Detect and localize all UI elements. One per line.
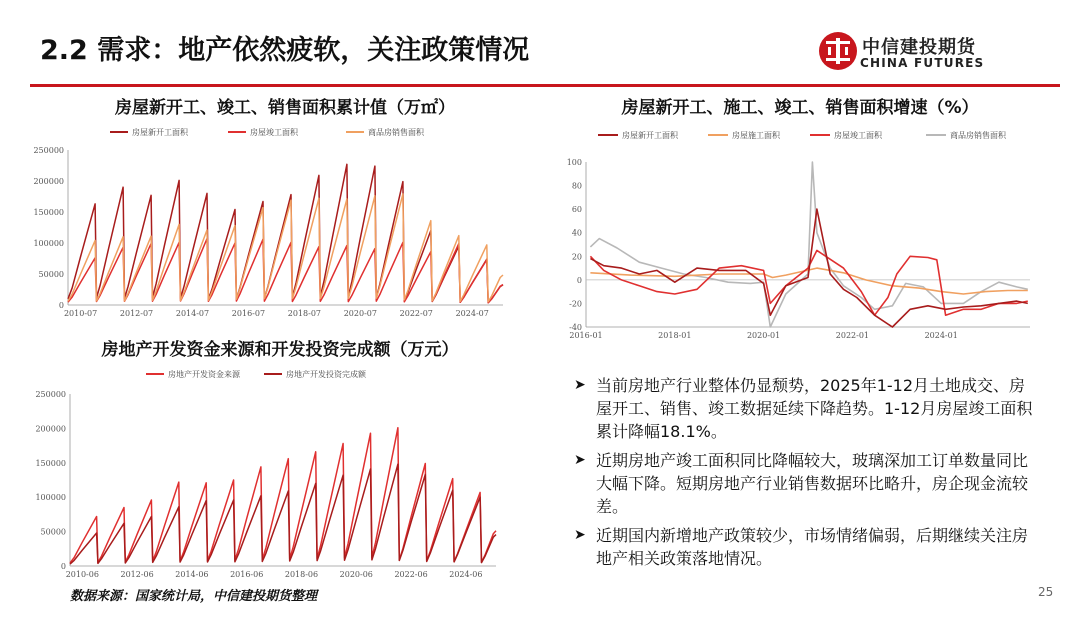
chart2-title: 房屋新开工、施工、竣工、销售面积增速（%） <box>621 98 979 118</box>
x-tick-label: 2020-07 <box>343 309 377 318</box>
series-line-1 <box>70 428 496 563</box>
bullet-item <box>574 449 1034 518</box>
legend-label: 房屋竣工面积 <box>834 131 882 140</box>
y-tick-label: 60 <box>571 205 582 215</box>
arrow-bullet-icon: ➤ <box>574 377 586 393</box>
y-tick-label: 250000 <box>35 390 66 399</box>
y-tick-label: 0 <box>60 562 66 571</box>
x-tick-label: 2016-01 <box>569 331 603 340</box>
y-tick-label: 0 <box>58 301 64 310</box>
y-tick-label: 40 <box>571 228 582 238</box>
x-tick-label: 2024-06 <box>449 570 483 579</box>
x-tick-label: 2014-06 <box>175 570 209 579</box>
legend-label: 商品房销售面积 <box>368 128 424 137</box>
commentary-bullets <box>574 374 1034 576</box>
x-tick-label: 2010-06 <box>65 570 99 579</box>
x-tick-label: 2010-07 <box>63 309 98 318</box>
x-tick-label: 2012-06 <box>120 570 154 579</box>
x-tick-label: 2022-07 <box>399 309 433 318</box>
y-tick-label: 100000 <box>33 239 64 248</box>
y-tick-label: 150000 <box>35 458 66 468</box>
legend-label: 房屋竣工面积 <box>250 128 298 137</box>
bullet-text: 近期国内新增地产政策较少，市场情绪偏弱，后期继续关注房地产相关政策落地情况。 <box>596 526 1029 568</box>
chart1-area-cumulative <box>18 118 518 324</box>
y-tick-label: 50000 <box>40 527 66 537</box>
x-tick-label: 2014-07 <box>175 309 210 318</box>
legend-label: 房屋新开工面积 <box>622 131 678 140</box>
bullet-text: 近期房地产竣工面积同比降幅较大，玻璃深加工订单数量同比大幅下降。短期房地产行业销售数据环比略升，房企现金流较差。 <box>596 451 1029 516</box>
logo-text-en: CHINA FUTURES <box>860 56 985 70</box>
chart1-title: 房屋新开工、竣工、销售面积累计值（万㎡） <box>115 98 455 118</box>
legend-label: 房屋施工面积 <box>732 131 780 140</box>
legend-label: 房屋新开工面积 <box>132 128 188 137</box>
data-source-note: 数据来源：国家统计局，中信建投期货整理 <box>70 589 318 604</box>
x-tick-label: 2016-06 <box>230 570 264 579</box>
y-tick-label: 80 <box>571 181 582 191</box>
x-tick-label: 2016-07 <box>231 309 266 318</box>
y-tick-label: -20 <box>569 299 582 309</box>
arrow-bullet-icon: ➤ <box>574 452 586 468</box>
legend-label: 房地产开发投资完成额 <box>286 370 366 379</box>
y-tick-label: 200000 <box>33 177 64 186</box>
x-tick-label: 2022-06 <box>394 570 428 579</box>
x-tick-label: 2012-07 <box>119 309 154 318</box>
y-tick-label: 50000 <box>38 270 64 279</box>
x-tick-label: 2024-01 <box>924 331 958 340</box>
bullet-item <box>574 374 1034 443</box>
chart3-title: 房地产开发资金来源和开发投资完成额（万元） <box>101 340 459 360</box>
x-tick-label: 2020-06 <box>339 570 373 579</box>
x-tick-label: 2018-06 <box>284 570 319 579</box>
title-divider <box>30 84 1060 87</box>
chart3-funds-investment <box>18 360 508 582</box>
legend-label: 商品房销售面积 <box>950 131 1006 140</box>
arrow-bullet-icon: ➤ <box>574 527 586 543</box>
page-title: 2.2 需求：地产依然疲软，关注政策情况 <box>40 35 530 66</box>
series-line-4 <box>590 162 1027 327</box>
y-tick-label: 250000 <box>33 146 64 155</box>
y-tick-label: 100 <box>566 158 582 167</box>
series-line-2 <box>68 239 503 303</box>
bullet-item <box>574 524 1034 570</box>
y-tick-label: 100000 <box>35 493 66 503</box>
y-tick-label: 0 <box>576 275 582 285</box>
legend-label: 房地产开发资金来源 <box>168 370 240 379</box>
chart2-growth-rates <box>548 118 1043 348</box>
x-tick-label: 2020-01 <box>746 331 781 340</box>
y-tick-label: 150000 <box>33 208 64 217</box>
page-number: 25 <box>1038 585 1054 599</box>
series-line-3 <box>68 194 503 302</box>
x-tick-label: 2024-07 <box>455 309 489 318</box>
y-tick-label: 20 <box>571 252 582 262</box>
x-tick-label: 2018-01 <box>658 331 692 340</box>
y-tick-label: -40 <box>569 323 582 332</box>
bullet-text: 当前房地产行业整体仍显颓势，2025年1-12月土地成交、房屋开工、销售、竣工数据延续下降趋势。1-12月房屋竣工面积累计降幅18.1%。 <box>596 376 1033 441</box>
logo-text-cn: 中信建投期货 <box>862 37 976 58</box>
y-tick-label: 200000 <box>35 424 66 434</box>
x-tick-label: 2022-01 <box>835 331 870 340</box>
x-tick-label: 2018-07 <box>287 309 322 318</box>
